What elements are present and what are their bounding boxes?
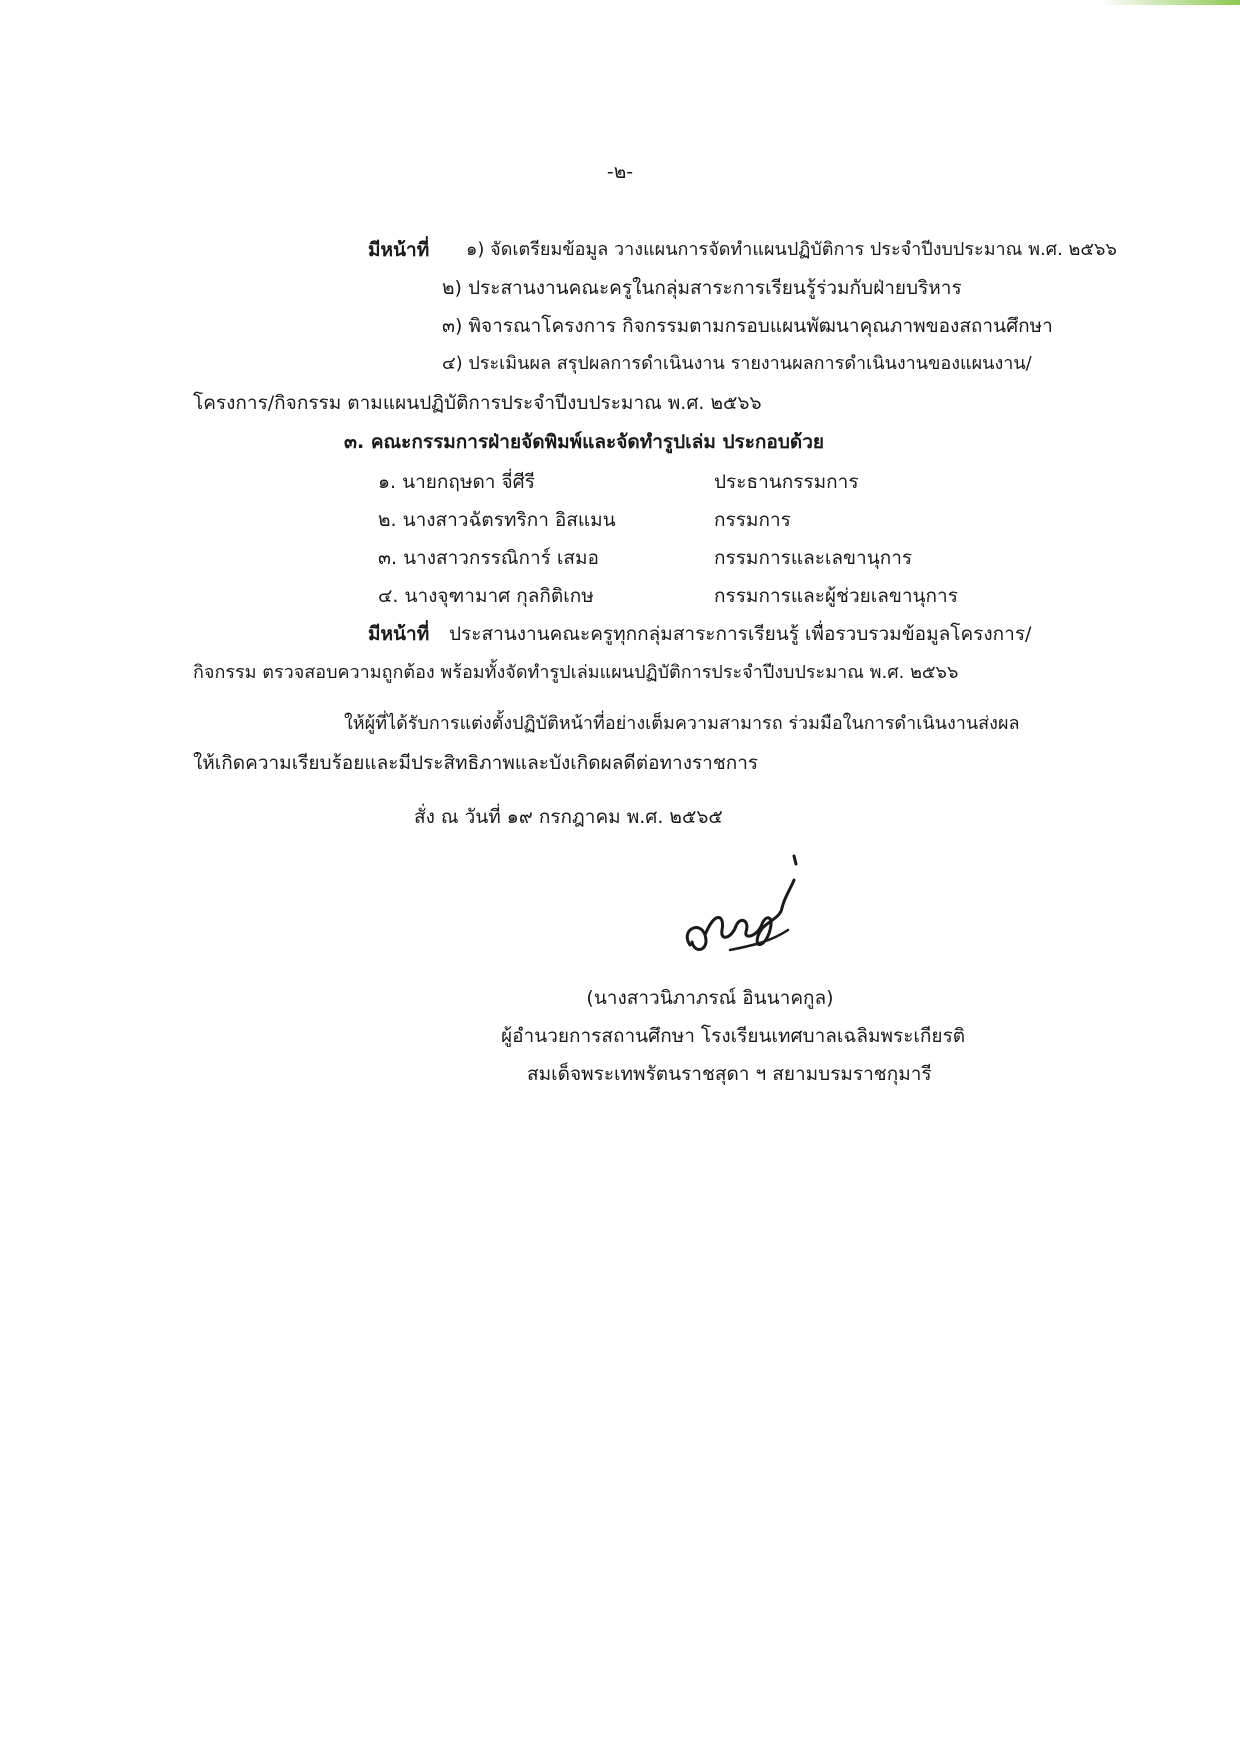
- signature: [670, 850, 820, 970]
- committee-3-duty-line-2: กิจกรรม ตรวจสอบความถูกต้อง พร้อมทั้งจัดทำรูปเล่มแผนปฏิบัติการประจำปีงบประมาณ พ.ศ. ๒๕๖๖: [193, 662, 959, 683]
- committee-3-heading: ๓. คณะกรรมการฝ่ายจัดพิมพ์และจัดทำรูปเล่ม ประกอบด้วย: [344, 431, 825, 453]
- member-name-4: ๔. นางจุฑามาศ กุลกิติเกษ: [378, 585, 594, 607]
- corner-scan-mark: [1100, 0, 1240, 5]
- closing-line-2: ให้เกิดความเรียบร้อยและมีประสิทธิภาพและบังเกิดผลดีต่อทางราชการ: [193, 752, 759, 774]
- member-role-2: กรรมการ: [714, 509, 791, 531]
- member-role-4: กรรมการและผู้ช่วยเลขานุการ: [714, 585, 958, 607]
- duty-item-1: ๑) จัดเตรียมข้อมูล วางแผนการจัดทำแผนปฏิบัติการ ประจำปีงบประมาณ พ.ศ. ๒๕๖๖: [466, 239, 1117, 260]
- duties-label-1: มีหน้าที่: [368, 239, 430, 261]
- duty-item-4-line-2: โครงการ/กิจกรรม ตามแผนปฏิบัติการประจำปีงบประมาณ พ.ศ. ๒๕๖๖: [193, 392, 762, 414]
- order-date: สั่ง ณ วันที่ ๑๙ กรกฎาคม พ.ศ. ๒๕๖๕: [414, 806, 723, 828]
- duty-item-4-line-1: ๔) ประเมินผล สรุปผลการดำเนินงาน รายงานผลการดำเนินงานของแผนงาน/: [442, 353, 1032, 374]
- member-name-3: ๓. นางสาวกรรณิการ์ เสมอ: [378, 547, 599, 569]
- committee-3-duty-line-1: ประสานงานคณะครูทุกกลุ่มสาระการเรียนรู้ เพื่อรวบรวมข้อมูลโครงการ/: [449, 623, 1032, 645]
- closing-line-1: ให้ผู้ที่ได้รับการแต่งตั้งปฏิบัติหน้าที่อย่างเต็มความสามารถ ร่วมมือในการดำเนินงานส่งผล: [344, 713, 1020, 734]
- duty-item-2: ๒) ประสานงานคณะครูในกลุ่มสาระการเรียนรู้ร่วมกับฝ่ายบริหาร: [442, 277, 962, 299]
- member-role-1: ประธานกรรมการ: [714, 471, 859, 493]
- signatory-position-line-2: สมเด็จพระเทพรัตนราชสุดา ฯ สยามบรมราชกุมารี: [527, 1063, 932, 1085]
- member-name-2: ๒. นางสาวฉัตรทริกา อิสแมน: [378, 509, 616, 531]
- duty-item-3: ๓) พิจารณาโครงการ กิจกรรมตามกรอบแผนพัฒนาคุณภาพของสถานศึกษา: [442, 315, 1053, 337]
- page-number: -๒-: [606, 161, 634, 183]
- signatory-position-line-1: ผู้อำนวยการสถานศึกษา โรงเรียนเทศบาลเฉลิมพระเกียรติ: [501, 1025, 966, 1047]
- member-name-1: ๑. นายกฤษดา จี่ศีรี: [378, 471, 535, 493]
- member-role-3: กรรมการและเลขานุการ: [714, 547, 913, 569]
- duties-label-3: มีหน้าที่: [368, 623, 430, 645]
- signatory-name: (นางสาวนิภาภรณ์ อินนาคกูล): [586, 987, 834, 1009]
